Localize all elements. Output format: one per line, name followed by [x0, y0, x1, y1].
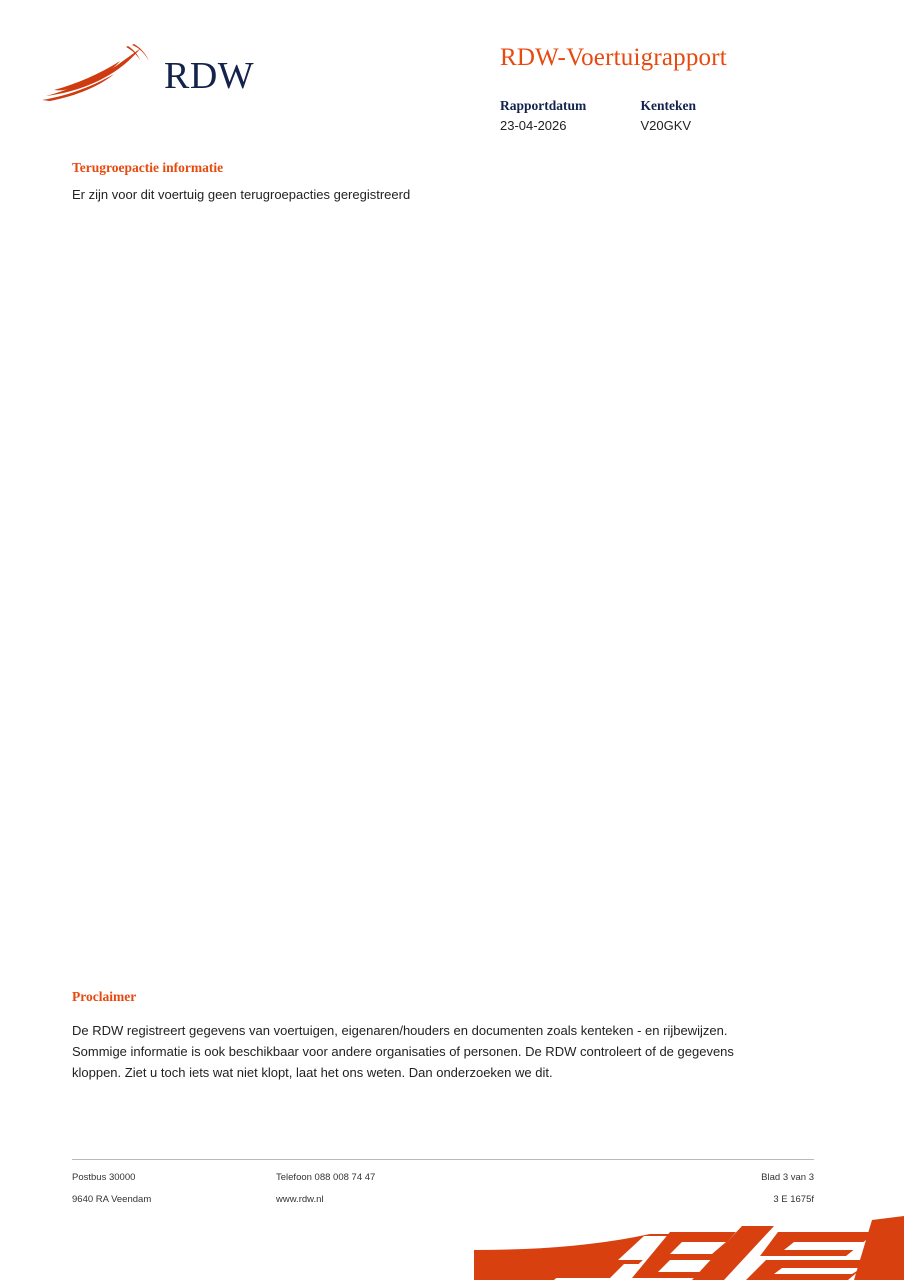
report-date-value: 23-04-2026: [500, 118, 567, 133]
footer-divider: [72, 1159, 814, 1160]
footer-phone: Telefoon 088 008 74 47: [276, 1172, 376, 1183]
footer-city: 9640 RA Veendam: [72, 1194, 152, 1205]
license-plate-label: Kenteken: [640, 98, 696, 113]
rdw-logo: [42, 32, 292, 102]
proclaimer-line-2: Sommige informatie is ook beschikbaar voor andere organisaties of personen. De RDW controleert of de gegevens: [72, 1044, 734, 1059]
rdw-swoosh-icon: [42, 44, 154, 102]
page-title: RDW-Voertuigrapport: [500, 44, 727, 71]
footer-row-2: [72, 1194, 814, 1216]
proclaimer-line-1: De RDW registreert gegevens van voertuigen, eigenaren/houders en documenten zoals kenteken - en rijbewijzen.: [72, 1023, 728, 1038]
report-date-label: Rapportdatum: [500, 98, 587, 113]
proclaimer-section: [72, 989, 782, 1083]
footer-row-1: [72, 1172, 814, 1194]
recall-section-heading: Terugroepactie informatie: [72, 160, 224, 175]
footer-form-code: 3 E 1675f: [773, 1194, 814, 1205]
footer-website[interactable]: www.rdw.nl: [276, 1194, 324, 1205]
page-footer: [72, 1172, 814, 1216]
proclaimer-text: [72, 1020, 782, 1083]
footer-decorative-swoosh-icon: [474, 1216, 904, 1280]
recall-section-text: Er zijn voor dit voertuig geen terugroepacties geregistreerd: [72, 187, 411, 202]
proclaimer-line-3: kloppen. Ziet u toch iets wat niet klopt, laat het ons weten. Dan onderzoeken we dit.: [72, 1065, 553, 1080]
logo-wordmark: RDW: [164, 55, 255, 97]
meta-report-date: [500, 97, 636, 136]
proclaimer-heading: Proclaimer: [72, 989, 137, 1004]
recall-information-section: [72, 160, 832, 205]
footer-postbus: Postbus 30000: [72, 1172, 136, 1183]
report-meta: [500, 97, 830, 136]
meta-license-plate: [640, 97, 696, 136]
footer-page-number: Blad 3 van 3: [761, 1172, 814, 1183]
license-plate-value: V20GKV: [640, 118, 692, 133]
